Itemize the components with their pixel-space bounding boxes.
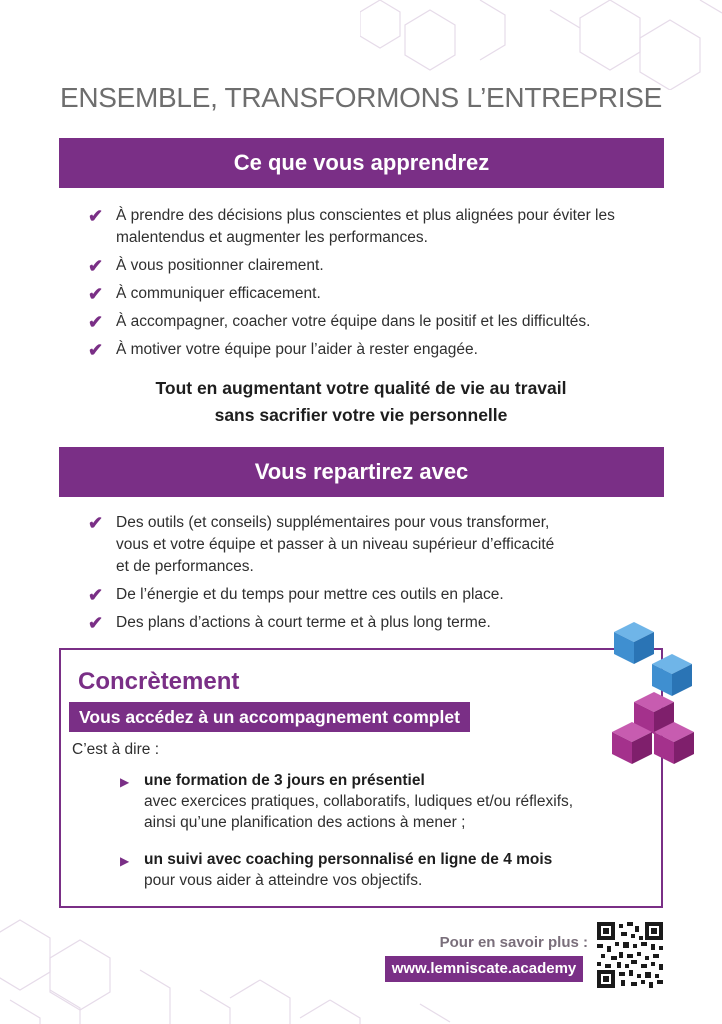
- list-item: ▶ un suivi avec coaching personnalisé en ligne de 4 mois pour vous aider à atteindre vos objectifs.: [120, 851, 553, 889]
- section-banner-learn: Ce que vous apprendrez: [59, 138, 664, 188]
- list-item: ✔ Des plans d’actions à court terme et à plus long terme.: [88, 613, 491, 633]
- checkmark-icon: ✔: [88, 613, 104, 633]
- list-item: ✔ Des outils (et conseils) supplémentaires pour vous transformer, vous et votre équipe et passer à un niveau supérieur d’efficacité et de performances.: [88, 513, 555, 575]
- tagline-line: sans sacrifier votre vie personnelle: [214, 405, 508, 425]
- page-title: ENSEMBLE, TRANSFORMONS L’ENTREPRISE: [59, 82, 662, 113]
- checkmark-icon: ✔: [88, 340, 104, 360]
- concrete-title: Concrètement: [78, 668, 240, 695]
- section-banner-leave: Vous repartirez avec: [59, 447, 664, 497]
- list-item: ✔ À communiquer efficacement.: [88, 284, 321, 304]
- list-item: ✔ À motiver votre équipe pour l’aider à rester engagée.: [88, 340, 478, 360]
- leave-list: [88, 512, 678, 640]
- checkmark-icon: ✔: [88, 256, 104, 276]
- checkmark-icon: ✔: [88, 585, 104, 605]
- checkmark-icon: ✔: [88, 206, 104, 226]
- list-item: ✔ À accompagner, coacher votre équipe dans le positif et les difficultés.: [88, 312, 591, 332]
- tagline-line: Tout en augmentant votre qualité de vie au travail: [155, 378, 567, 398]
- list-item: ✔ De l’énergie et du temps pour mettre ces outils en place.: [88, 585, 504, 605]
- concrete-intro: C’est à dire :: [72, 741, 160, 758]
- tagline: [0, 375, 722, 429]
- learn-list: [88, 205, 678, 367]
- list-item: ▶ une formation de 3 jours en présentiel avec exercices pratiques, collaboratifs, ludiques et/ou réflexifs, ainsi qu’une planification des actions à mener ;: [120, 772, 574, 831]
- triangle-right-icon: ▶: [120, 775, 130, 789]
- checkmark-icon: ✔: [88, 513, 104, 533]
- list-item: ✔ À prendre des décisions plus conscientes et plus alignées pour éviter les malentendus et augmenter les performances.: [88, 206, 615, 246]
- concrete-list: [120, 849, 640, 891]
- website-link[interactable]: www.lemniscate.academy: [385, 956, 583, 982]
- qr-code-icon[interactable]: [597, 922, 663, 988]
- list-item: ✔ À vous positionner clairement.: [88, 256, 324, 276]
- hexagon-pattern-top-right: [360, 0, 722, 90]
- triangle-right-icon: ▶: [120, 854, 130, 868]
- concrete-list: [120, 770, 640, 833]
- footer-label: Pour en savoir plus :: [439, 934, 588, 951]
- concrete-subtitle: Vous accédez à un accompagnement complet: [69, 702, 470, 732]
- checkmark-icon: ✔: [88, 312, 104, 332]
- checkmark-icon: ✔: [88, 284, 104, 304]
